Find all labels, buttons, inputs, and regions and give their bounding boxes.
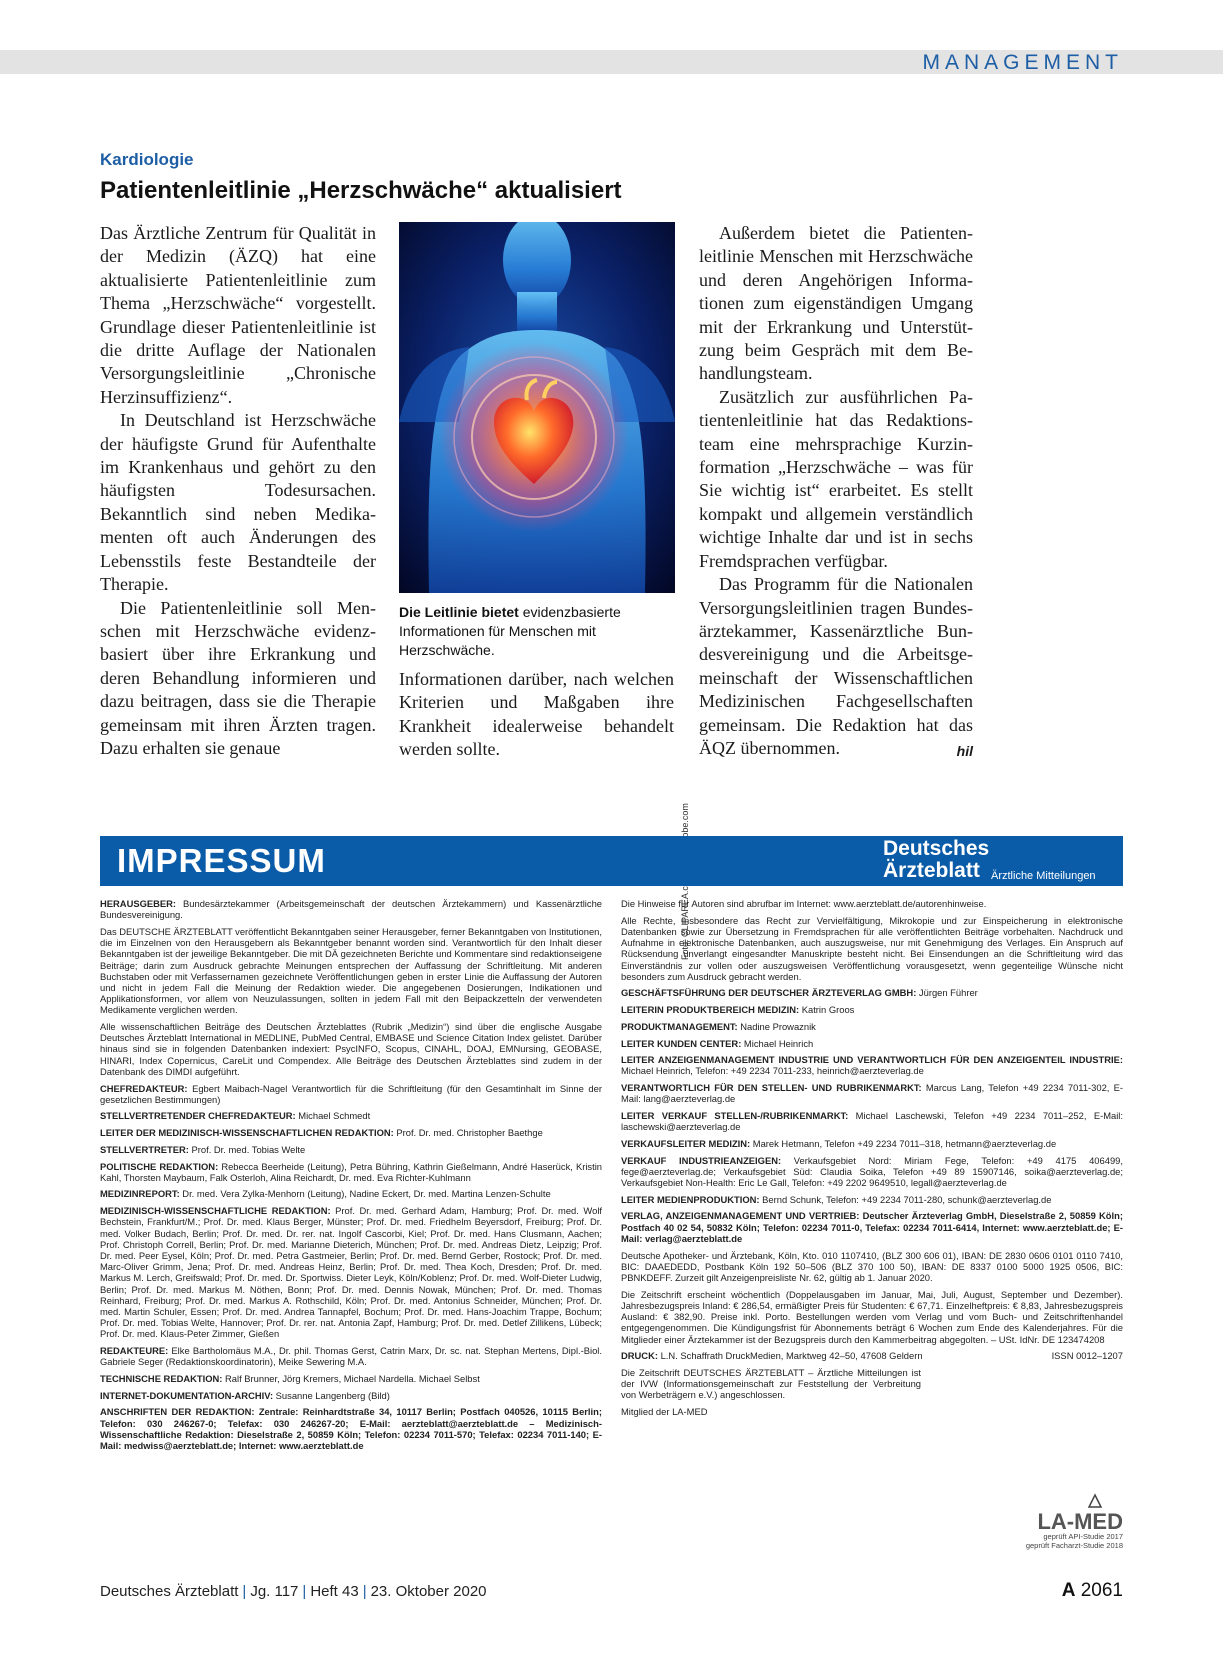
impressum-entry [100, 1205, 602, 1339]
lamed-study-1: geprüft API-Studie 2017 [1043, 1532, 1123, 1541]
impressum-entry [621, 1004, 1123, 1015]
entry-label: LEITER MEDIENPRODUKTION: [621, 1193, 760, 1205]
entry-label: CHEFREDAKTEUR: [100, 1082, 188, 1094]
impressum-entry [621, 1082, 1123, 1104]
entry-text: Prof. Dr. med. Gerhard Adam, Hamburg; Prof. Dr. med. Wolf Bechstein, Frankfurt/M.; Prof. Dr. med. Klaus Berger, Münster; Prof. Dr. med. Friedhelm Beyersdorf, Freiburg; Prof. Dr. med. Volker Budach, Berlin; Prof. Dr. med. Dr. rer. nat. Ingolf Cascorbi, Kiel; Prof. Dr. med. Hans Clusmann, Aachen; Prof. Christoph Correll, Berlin; Prof. Dr. med. Marianne Dieterich, München; Prof. Dr. med. Andreas Dietz, Leipzig; Prof. Dr. med. Peer Eysel, Köln; Prof. Dr. med. Petra Gastmeier, Berlin; Prof. Dr. med. Bernd Gerber, Rostock; Prof. Dr. med. Marc-Oliver Grimm, Jena; Prof. Dr. med. Andreas Heinz, Berlin; Prof. Dr. med. Thea Koch, Dresden; Prof. Dr. med. Markus M. Lerch, Greifswald; Prof. Dr. med. Dr. Sportwiss. Dieter Leyk, Köln/Koblenz; Prof. Dr. med. Wolf-Dieter Ludwig, Berlin; Prof. Dr. med. Markus M. Nöthen, Bonn; Prof. Dr. med. Dennis Nowak, München; Prof. Dr. med. Thomas Reinhard, Freiburg; Prof. Dr. med. Markus A. Rothschild, Köln; Prof. Dr. med. Antonius Schneider, München; Prof. Dr. med. Martin Schuler, Essen; Prof. Dr. med. Andrea Tannapfel, Bochum; Prof. Dr. med. Hans-Joachim Trappe, Bochum; Prof. Dr. med. Tobias Welte, Hannover; Prof. Dr. rer. nat. Antonia Zapf, Hamburg; Prof. Dr. med. Detlef Zillikens, Lübeck; Prof. Dr. med. Klaus-Peter Zimmer, Gießen [100, 1205, 603, 1340]
entry-label: LEITER DER MEDIZINISCH-WISSENSCHAFTLICHEN REDAKTION: [100, 1127, 394, 1139]
entry-label: VERLAG, ANZEIGENMANAGEMENT UND VERTRIEB: Deutscher Ärzteverlag GmbH, Dieselstraße 2, 50859 Köln; Postfach 40 02 54, 50832 Köln; Telefon: 02234 7011-0, Telefax: 02234 7011-6414, Internet: www.aerzteblatt.de; E-Mail: verlag@aerzteblatt.de [621, 1210, 1123, 1244]
paragraph-text: Das Programm für die Nationalen Versorgungsleitlinien tragen Bundesärztekammer, Kassenärztliche Bundesvereinigung und die Arbeitsgemeinschaft der Wissenschaftlichen Medizinischen Fachgesellschaften gemeinsam. Die Redaktion hat das ÄQZ übernommen. [699, 574, 973, 758]
impressum-entry [100, 1373, 602, 1384]
paragraph: Zusätzlich zur ausführlichen Patientenleitlinie hat das Redaktionsteam eine mehrsprachige Kurzinformation „Herzschwäche – was für Sie wichtig ist“ erarbeitet. Es stellt kompakt und allgemein verständlich wichtige Inhalte dar und ist in sechs Fremdsprachen verfügbar. [699, 386, 973, 571]
entry-text: Michael Laschewski, Telefon +49 2234 7011–252, E-Mail: laschewski@aerzteverlag.de [621, 1110, 1123, 1133]
impressum-entry [100, 1390, 602, 1401]
article-column-3 [699, 222, 973, 763]
entry-text: Verkaufsgebiet Nord: Miriam Fege, Telefon: +49 4175 406499, fege@aerzteverlag.de; Verkaufsgebiet Süd: Claudia Soika, Telefon +49 89 15907146, soika@aerzteverlag.de; Verkaufsgebiet Non-Health: Eric Le Gall, Telefon: +49 2202 9649510, legall@aerzteverlag.de [621, 1154, 1123, 1189]
paragraph: Das Ärztliche Zentrum für Qualität in der Medizin (ÄZQ) hat eine aktualisierte Patientenleitlinie zum Thema „Herzschwäche“ vorgestellt. Grundlage dieser Patientenleitlinie ist die dritte Auflage der Nationalen Versorgungsleitlinie „Chronische Herzinsuffizienz“. [100, 223, 376, 407]
impressum-entry [100, 1144, 602, 1155]
impressum-entry [621, 1110, 1123, 1132]
impressum-entry [621, 1054, 1123, 1076]
impressum-entry [100, 1127, 602, 1138]
paragraph [699, 573, 973, 760]
impressum-right-column [621, 898, 1123, 1423]
impressum-entry [621, 1289, 1123, 1345]
lamed-logo-svg [1015, 1493, 1123, 1533]
entry-text: Susanne Langenberg (Bild) [273, 1389, 390, 1401]
entry-text: Elke Bartholomäus M.A., Dr. phil. Thomas Gerst, Catrin Marx, Dr. sc. nat. Stephan Mertens, Dipl.-Biol. Gabriele Seger (Redaktionskoordinatorin), Meike Sewering M.A. [100, 1345, 602, 1368]
entry-label: REDAKTEURE: [100, 1345, 169, 1357]
lamed-study-2: geprüft Facharzt-Studie 2018 [1025, 1541, 1123, 1550]
entry-text: Prof. Dr. med. Tobias Welte [188, 1143, 306, 1155]
entry-text: Nadine Prowaznik [737, 1020, 816, 1032]
caption-lead: Die Leitlinie bietet [399, 604, 519, 620]
entry-label: HERAUSGEBER: [100, 898, 177, 909]
entry-label: POLITISCHE REDAKTION: [100, 1160, 219, 1172]
entry-label: LEITER ANZEIGENMANAGEMENT INDUSTRIE UND VERANTWORTLICH FÜR DEN ANZEIGENTEIL INDUSTRIE: [621, 1054, 1123, 1066]
druck-line [621, 1350, 1123, 1361]
entry-label: VERKAUF INDUSTRIEANZEIGEN: [621, 1154, 782, 1166]
entry-text: Ralf Brunner, Jörg Kremers, Michael Nardella. Michael Selbst [222, 1373, 480, 1385]
impressum-entry [621, 1038, 1123, 1049]
impressum-entry [621, 1155, 1123, 1189]
entry-text: Deutsche Apotheker- und Ärztebank, Köln, Kto. 010 1107410, (BLZ 300 606 01), IBAN: DE 2830 0606 0101 0110 7410, BIC: DAAEDEDD, Postbank Köln 192 50–506 (BLZ 370 100 50), IBAN: DE 8337 0100 5000 1925 0506, BIC: PBNKDEFF. Zurzeit gilt Anzeigenpreisliste Nr. 62, gültig ab 1. Januar 2020. [621, 1249, 1123, 1283]
section-label: MANAGEMENT [922, 51, 1123, 74]
entry-label: PRODUKTMANAGEMENT: [621, 1020, 738, 1032]
footer-date: 23. Oktober 2020 [370, 1583, 487, 1600]
entry-label: MEDIZINISCH-WISSENSCHAFTLICHE REDAKTION: [100, 1205, 331, 1217]
page-prefix: A [1061, 1580, 1076, 1601]
entry-text: Marek Hetmann, Telefon +49 2234 7011–318, hetmann@aerzteverlag.de [750, 1137, 1057, 1149]
entry-text: Bernd Schunk, Telefon: +49 2234 7011-280, schunk@aerzteverlag.de [759, 1193, 1052, 1205]
entry-text: Prof. Dr. med. Christopher Baethge [393, 1127, 543, 1139]
impressum-left-column [100, 898, 602, 1457]
warning-triangle-icon [1089, 1495, 1101, 1507]
impressum-entry [621, 1210, 1123, 1244]
entry-label: ANSCHRIFTEN DER REDAKTION: Zentrale: Reinhardtstraße 34, 10117 Berlin; Postfach 040526, 10115 Berlin; Telefon: 030 246267-0; Telefax: 030 246267-20; E-Mail: aerzteblatt@aerzteblatt.de – Medizinisch-Wissenschaftliche Redaktion: Dieselstraße 2, 50859 Köln; Telefon: 02234 7011-570; Telefax: 02234 7011-140; E-Mail: medwiss@aerzteblatt.de; Internet: www.aerzteblatt.de [100, 1406, 602, 1452]
impressum-entry [100, 1188, 602, 1199]
caption-text: evidenzbasierte Informationen für Menschen mit Herzschwäche. [399, 604, 621, 658]
paragraph: Die Patientenleitlinie soll Menschen mit Herzschwäche evidenzbasiert über ihre Erkrankung und deren Behandlung informieren und dazu beitragen, dass sie die Therapie gemeinsam mit ihren Ärzten tragen. Dazu erhalten sie genaue [100, 597, 376, 758]
impressum-entry [100, 1161, 602, 1183]
issn: ISSN 0012–1207 [1051, 1350, 1123, 1362]
ivw-note: Die Zeitschrift DEUTSCHES ÄRZTEBLATT – Ärztliche Mitteilungen ist der IVW (Informationsgemeinschaft zur Feststellung der Verbreitung von Werbeträgern e.V.) angeschlossen. [621, 1366, 921, 1401]
lamed-logo-text: LA-MED [1037, 1509, 1123, 1533]
logo-deutsches: Deutsches [883, 837, 990, 860]
entry-label: INTERNET-DOKUMENTATION-ARCHIV: [100, 1389, 274, 1401]
entry-text: Jürgen Führer [916, 987, 978, 999]
entry-text: Die Zeitschrift erscheint wöchentlich (Doppelausgaben im Januar, Mai, Juli, August, September und Dezember). Jahresbezugspreis Inland: € 286,54, ermäßigter Preis für Studenten: € 67,71. Einzelheftpreis: € 8,83, Jahresbezugspreis Ausland: € 382,90. Preise inkl. Porto. Bestellungen werden vom Verlag und vom Buch- und Zeitschriftenhandel entgegengenommen. Die Kündigungsfrist für Abonnements beträgt 6 Wochen zum Ende des Kalenderjahres. Für die Mitglieder einer Ärztekammer ist der Bezugspreis durch den Kammerbeitrag abgegolten. – USt. IdNr. DE 123474208 [621, 1288, 1123, 1345]
impressum-entry [100, 898, 602, 920]
entry-text: Rebecca Beerheide (Leitung), Petra Bühring, Kathrin Gießelmann, André Haserück, Kristin Kahl, Thorsten Maybaum, Falk Osterloh, Alina Reichardt, Dr. med. Eva Richter-Kuhlmann [100, 1160, 603, 1183]
entry-label: STELLVERTRETER: [100, 1143, 189, 1155]
article-column-2 [399, 668, 674, 762]
paragraph: Außerdem bietet die Patientenleitlinie Menschen mit Herzschwäche und deren Angehörigen Informationen zum eigenständigen Umgang mit der Erkrankung und Unterstützung beim Gespräch mit dem Behandlungsteam. [699, 223, 973, 384]
impressum-entry [621, 1021, 1123, 1032]
entry-label: TECHNISCHE REDAKTION: [100, 1373, 223, 1385]
entry-text: Das DEUTSCHE ÄRZTEBLATT veröffentlicht Bekanntgaben seiner Herausgeber, ferner Bekanntgaben von Institutionen, die im Einzelnen von den Herausgebern als Bekanntgeber benannt worden sind. Verantwortlich für den Inhalt dieser Bekanntgaben ist der jeweilige Bekanntgeber. Die mit DÄ gezeichneten Berichte und Kommentare sind redaktionseigene Beiträge; darin zum Ausdruck gebrachte Meinungen entsprechen der Auffassung der Schriftleitung. Mit anderen Buchstaben oder mit Verfassernamen gezeichnete Veröffentlichungen geben in erster Linie die Auffassung der Autoren und nicht in jedem Fall die Meinung der Redaktion wieder. Die angegebenen Dosierungen, Indikationen und Applikationsformen, vor allem von Neuzulassungen, sollten in jedem Fall mit den Beipackzetteln der verwendeten Medikamente verglichen werden. [100, 925, 602, 1016]
impressum-entry [100, 926, 602, 1016]
footer-separator: | [242, 1583, 247, 1600]
entry-text: Dr. med. Vera Zylka-Menhorn (Leitung), Nadine Eckert, Dr. med. Martina Lenzen-Schulte [179, 1188, 551, 1200]
entry-text: Michael Schmedt [295, 1110, 371, 1122]
entry-text: Katrin Groos [799, 1004, 855, 1016]
lamed-studies [1015, 1532, 1123, 1550]
druck-entry [621, 1350, 923, 1361]
article-kicker: Kardiologie [100, 150, 194, 169]
impressum-entry [621, 898, 1123, 909]
entry-label: STELLVERTRETENDER CHEFREDAKTEUR: [100, 1110, 296, 1122]
entry-text: Michael Heinrich [741, 1037, 814, 1049]
entry-label: LEITER KUNDEN CENTER: [621, 1037, 742, 1049]
footer-volume: Jg. 117 [250, 1583, 299, 1600]
footer-separator: | [302, 1583, 307, 1600]
author-tag: hil [956, 742, 973, 759]
entry-text: Bundesärztekammer (Arbeitsgemeinschaft der deutschen Ärztekammern) und Kassenärztliche Bundesvereinigung. [100, 898, 602, 921]
impressum-entry [621, 987, 1123, 998]
article-headline: Patientenleitlinie „Herzschwäche“ aktualisiert [100, 177, 622, 204]
impressum-entry [100, 1083, 602, 1105]
impressum-entry [621, 1194, 1123, 1205]
entry-label: VERKAUFSLEITER MEDIZIN: [621, 1137, 751, 1149]
footer-citation [100, 1583, 487, 1600]
lamed-member: Mitglied der LA-MED [621, 1406, 708, 1418]
heart-illustration [399, 222, 675, 593]
entry-text: Egbert Maibach-Nagel Verantwortlich für die Schriftleitung (für den Gesamtinhalt im Sinne der gesetzlichen Bestimmungen) [100, 1082, 602, 1105]
footer-issue: Heft 43 [310, 1583, 359, 1600]
logo-aerzteblatt: Ärzteblatt [883, 859, 980, 882]
entry-label: LEITER VERKAUF STELLEN-/RUBRIKENMARKT: [621, 1110, 849, 1122]
entry-text: Marcus Lang, Telefon +49 2234 7011-302, E-Mail: lang@aerzteverlag.de [621, 1082, 1123, 1105]
impressum-entry [621, 915, 1123, 982]
impressum-entry [100, 1406, 602, 1451]
entry-label: GESCHÄFTSFÜHRUNG DER DEUTSCHER ÄRZTEVERLAG GMBH: [621, 987, 917, 999]
impressum-entry [100, 1110, 602, 1121]
footer-separator: | [362, 1583, 367, 1600]
page-number-value: 2061 [1080, 1580, 1123, 1601]
article-column-1 [100, 222, 376, 760]
impressum-entry [621, 1250, 1123, 1284]
entry-text: Michael Heinrich, Telefon: +49 2234 7011-233, heinrich@aerzteverlag.de [621, 1065, 924, 1077]
entry-text: Alle Rechte, insbesondere das Recht zur Vervielfältigung, Mikrokopie und zur Einspeicherung in elektronische Datenbanken sowie zur Übersetzung in Fremdsprachen für alle veröffentlichten Beiträge vorbehalten. Nachdruck und Aufnahme in elektronische Datenbanken, auch auszugsweise, nur mit Genehmigung des Verlages. Ein Anspruch auf Rücksendung unverlangt eingesandter Manuskripte besteht nicht. Bei Einsendungen an die Schriftleitung wird das Einverständnis zur vollen oder auszugsweisen Veröffentlichung vorausgesetzt, wenn gegenteilige Wünsche nicht besonders zum Ausdruck gebracht werden. [621, 914, 1123, 982]
logo-subtitle: Ärztliche Mitteilungen [991, 870, 1096, 882]
heart-illustration-svg [399, 222, 675, 593]
impressum-title: IMPRESSUM [117, 842, 326, 879]
impressum-entry [100, 1021, 602, 1077]
entry-text: Die Hinweise für Autoren sind abrufbar im Internet: www.aerzteblatt.de/autorenhinweise. [621, 898, 987, 909]
entry-label: MEDIZINREPORT: [100, 1188, 180, 1200]
entry-text: Alle wissenschaftlichen Beiträge des Deutschen Ärzteblattes (Rubrik „Medizin“) sind über die englische Ausgabe Deutsches Ärzteblatt International in MEDLINE, PubMed Central, EMBASE und Science Citation Index gelistet. Darüber hinaus sind sie in folgenden Datenbanken indexiert: PsycINFO, Scopus, CINAHL, DOAJ, EMNursing, GEOBASE, HINARI, Index Copernicus, CareLit und Compendex. Alle Beiträge des Deutschen Ärzteblattes sind zudem in der Datenbank des DIMDI aufgeführt. [100, 1021, 602, 1077]
image-caption [399, 603, 675, 660]
impressum-entry [100, 1345, 602, 1367]
entry-text: L.N. Schaffrath DruckMedien, Marktweg 42–50, 47608 Geldern [657, 1350, 923, 1362]
paragraph: Informationen darüber, nach welchen Kriterien und Maßgaben ihre Krankheit idealerweise behandelt werden sollte. [399, 669, 674, 760]
footer-journal: Deutsches Ärzteblatt [100, 1583, 239, 1600]
paragraph: In Deutschland ist Herzschwäche der häufigste Grund für Aufenthalte im Krankenhaus und gehört zu den häufigsten Todesursachen. Bekanntlich sind neben Medikamenten oft auch Änderungen des Lebensstils feste Bestandteile der Therapie. [100, 410, 376, 595]
page-number [1062, 1580, 1123, 1602]
entry-label: DRUCK: [621, 1350, 658, 1362]
entry-label: VERANTWORTLICH FÜR DEN STELLEN- UND RUBRIKENMARKT: [621, 1082, 922, 1094]
impressum-entry [621, 1138, 1123, 1149]
entry-label: LEITERIN PRODUKTBEREICH MEDIZIN: [621, 1004, 800, 1016]
